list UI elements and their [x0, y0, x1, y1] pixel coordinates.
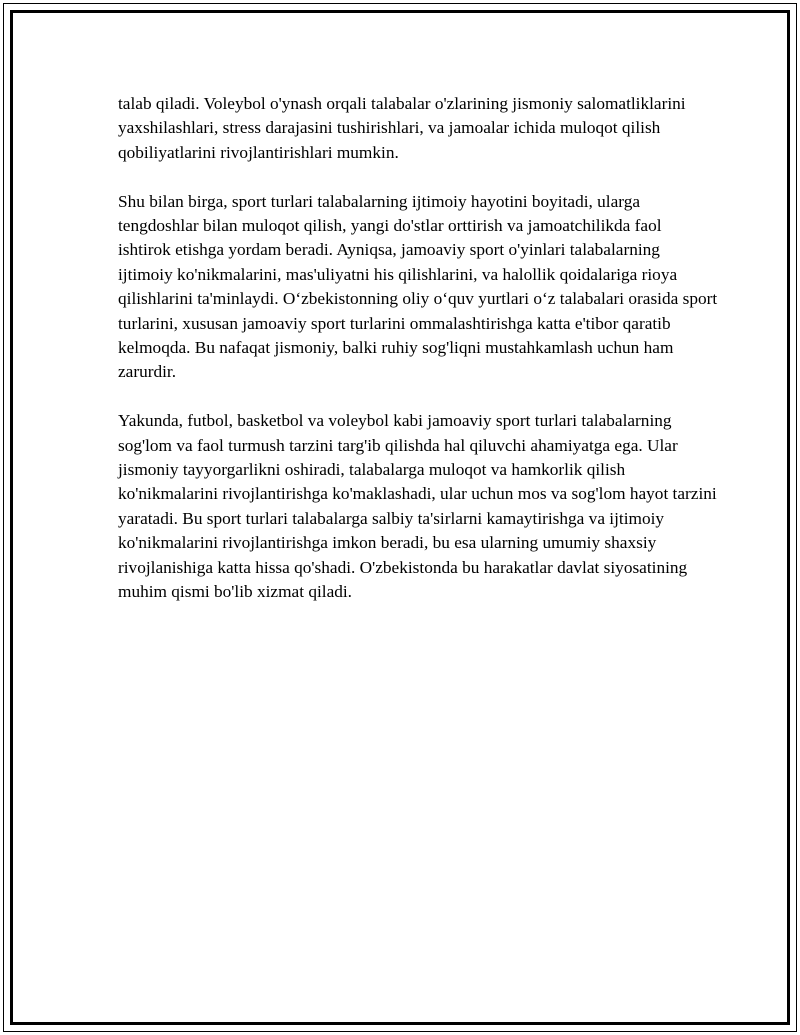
paragraph-3: Yakunda, futbol, basketbol va voleybol kabi jamoaviy sport turlari talabalarning sog'lom va faol turmush tarzini targ'ib qilishda hal qiluvchi ahamiyatga ega. Ular jismoniy tayyorgarlikni oshiradi, talabalarga muloqot va hamkorlik qilish ko'nikmalarini rivojlantirishga ko'maklashadi, ular uchun mos va sog'lom hayot tarzini yaratadi. Bu sport turlari talabalarga salbiy ta'sirlarni kamaytirishga va ijtimoiy ko'nikmalarini rivojlantirishga imkon beradi, bu esa ularning umumiy shaxsiy rivojlanishiga katta hissa qo'shadi. O'zbekistonda bu harakatlar davlat siyosatining muhim qismi bo'lib xizmat qiladi. — [118, 411, 717, 602]
paragraph-2: Shu bilan birga, sport turlari talabalarning ijtimoiy hayotini boyitadi, ularga tengdoshlar bilan muloqot qilish, yangi do'stlar orttirish va jamoatchilikda faol ishtirok etishga yordam beradi. Ayniqsa, jamoaviy sport o'yinlari talabalarning ijtimoiy ko'nikmalarini, mas'uliyatni his qilishlarini, va halollik qoidalariga rioya qilishlarini ta'minlaydi. O‘zbekistonning oliy o‘quv yurtlari o‘z talabalari orasida sport turlarini, xususan jamoaviy sport turlarini ommalashtirishga katta e'tibor qaratib kelmoqda. Bu nafaqat jismoniy, balki ruhiy sog'liqni mustahkamlash uchun ham zarurdir. — [118, 191, 718, 382]
paragraph-1: talab qiladi. Voleybol o'ynash orqali talabalar o'zlarining jismoniy salomatliklarini yaxshilashlari, stress darajasini tushirishlari, va jamoalar ichida muloqot qilish qobiliyatlarini rivojlantirishlari mumkin. — [118, 94, 686, 162]
document-body — [118, 92, 718, 629]
